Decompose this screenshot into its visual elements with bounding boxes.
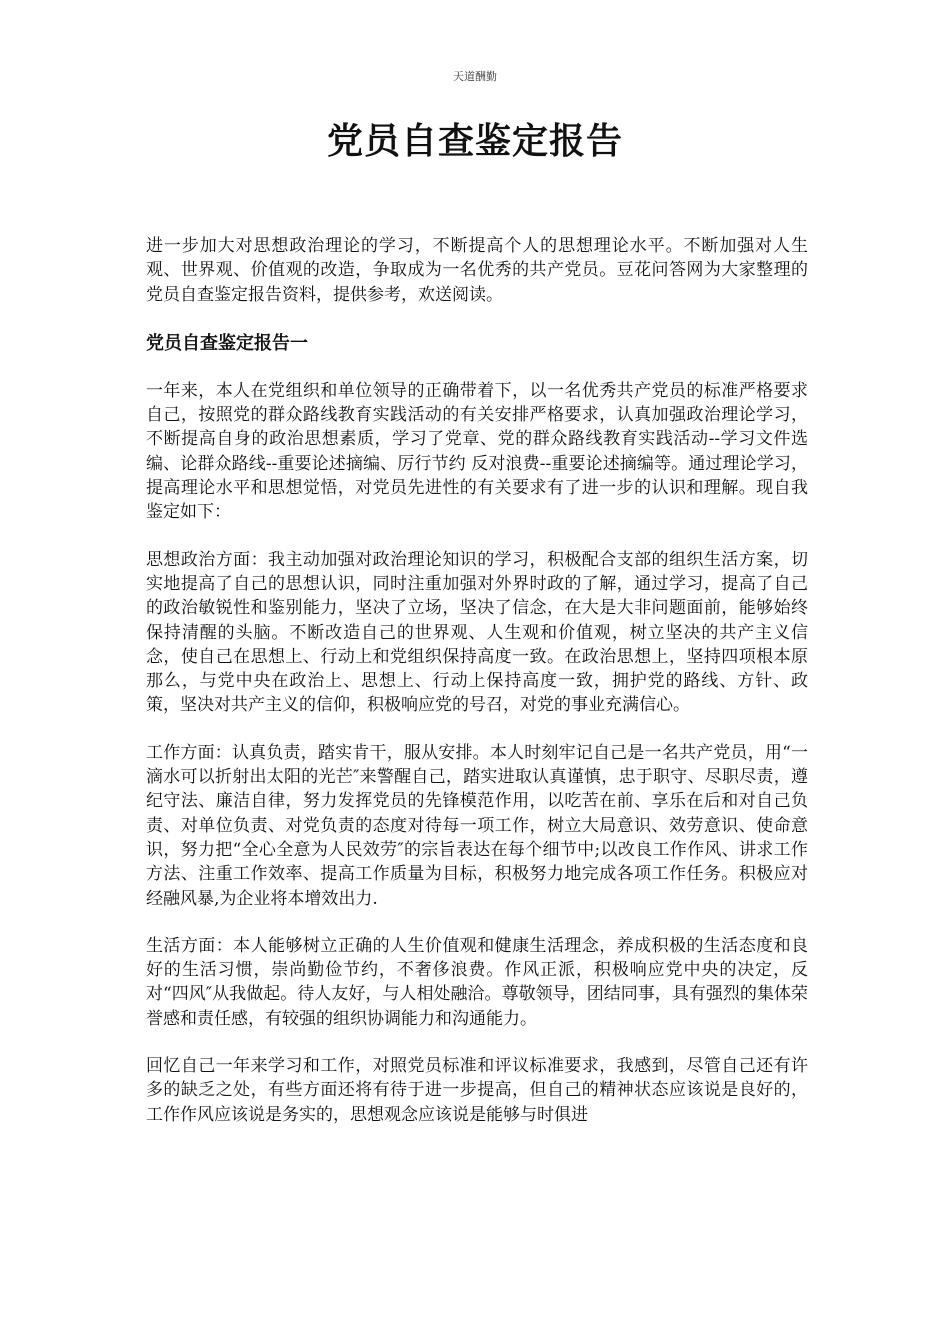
body-paragraph: 工作方面：认真负责，踏实肯干，服从安排。本人时刻牢记自己是一名共产党员，用“一滴水可以折射出太阳的光芒″来警醒自己，踏实进取认真谨慎，忠于职守、尽职尽责，遵纪守法、廉洁自律，努力发挥党员的先锋模范作用，以吃苦在前、享乐在后和对自己负责、对单位负责、对党负责的态度对待每一项工作，树立大局意识、效劳意识、使命意识，努力把“全心全意为人民效劳″的宗旨表达在每个细节中;以改良工作作风、讲求工作方法、注重工作效率、提高工作质量为目标，积极努力地完成各项工作任务。积极应对经融风暴,为企业将本增效出力. bbox=[146, 742, 808, 909]
document-title: 党员自查鉴定报告 bbox=[326, 121, 623, 162]
body-paragraph: 一年来，本人在党组织和单位领导的正确带着下，以一名优秀共产党员的标准严格要求自己，按照党的群众路线教育实践活动的有关安排严格要求，认真加强政治理论学习，不断提高自身的政治思想素质，学习了党章、党的群众路线教育实践活动--学习文件选编、论群众路线--重要论述摘编、厉行节约 反对浪费--重要论述摘编等。通过理论学习，提高理论水平和思想觉悟，对党员先进性的有关要求有了进一步的认识和理解。现自我鉴定如下： bbox=[146, 380, 808, 523]
intro-paragraph: 进一步加大对思想政治理论的学习，不断提高个人的思想理论水平。不断加强对人生观、世界观、价值观的改造，争取成为一名优秀的共产党员。豆花问答网为大家整理的党员自查鉴定报告资料，提供参考，欢送阅读。 bbox=[146, 236, 808, 305]
body-paragraph: 回忆自己一年来学习和工作，对照党员标准和评议标准要求，我感到，尽管自己还有许多的缺乏之处，有些方面还将有待于进一步提高，但自己的精神状态应该说是良好的，工作作风应该说是务实的，思想观念应该说是能够与时俱进 bbox=[146, 1056, 808, 1125]
body-paragraph: 思想政治方面：我主动加强对政治理论知识的学习，积极配合支部的组织生活方案，切实地提高了自己的思想认识，同时注重加强对外界时政的了解，通过学习，提高了自己的政治敏锐性和鉴别能力，坚决了立场，坚决了信念，在大是大非问题面前，能够始终保持清醒的头脑。不断改造自己的世界观、人生观和价值观，树立坚决的共产主义信念，使自己在思想上、行动上和党组织保持高度一致。在政治思想上，坚持四项根本原那么，与党中央在政治上、思想上、行动上保持高度一致，拥护党的路线、方针、政策，坚决对共产主义的信仰，积极响应党的号召，对党的事业充满信心。 bbox=[146, 549, 808, 716]
page-header: 天道酬勤 bbox=[453, 70, 497, 83]
document-body bbox=[146, 234, 808, 1150]
body-paragraph: 生活方面：本人能够树立正确的人生价值观和健康生活理念，养成积极的生活态度和良好的生活习惯，崇尚勤俭节约，不奢侈浪费。作风正派，积极响应党中央的决定，反对“四风″从我做起。待人友好，与人相处融洽。尊敬领导，团结同事，具有强烈的集体荣誉感和责任感，有较强的组织协调能力和沟通能力。 bbox=[146, 935, 808, 1029]
section-heading: 党员自查鉴定报告一 bbox=[146, 332, 308, 354]
